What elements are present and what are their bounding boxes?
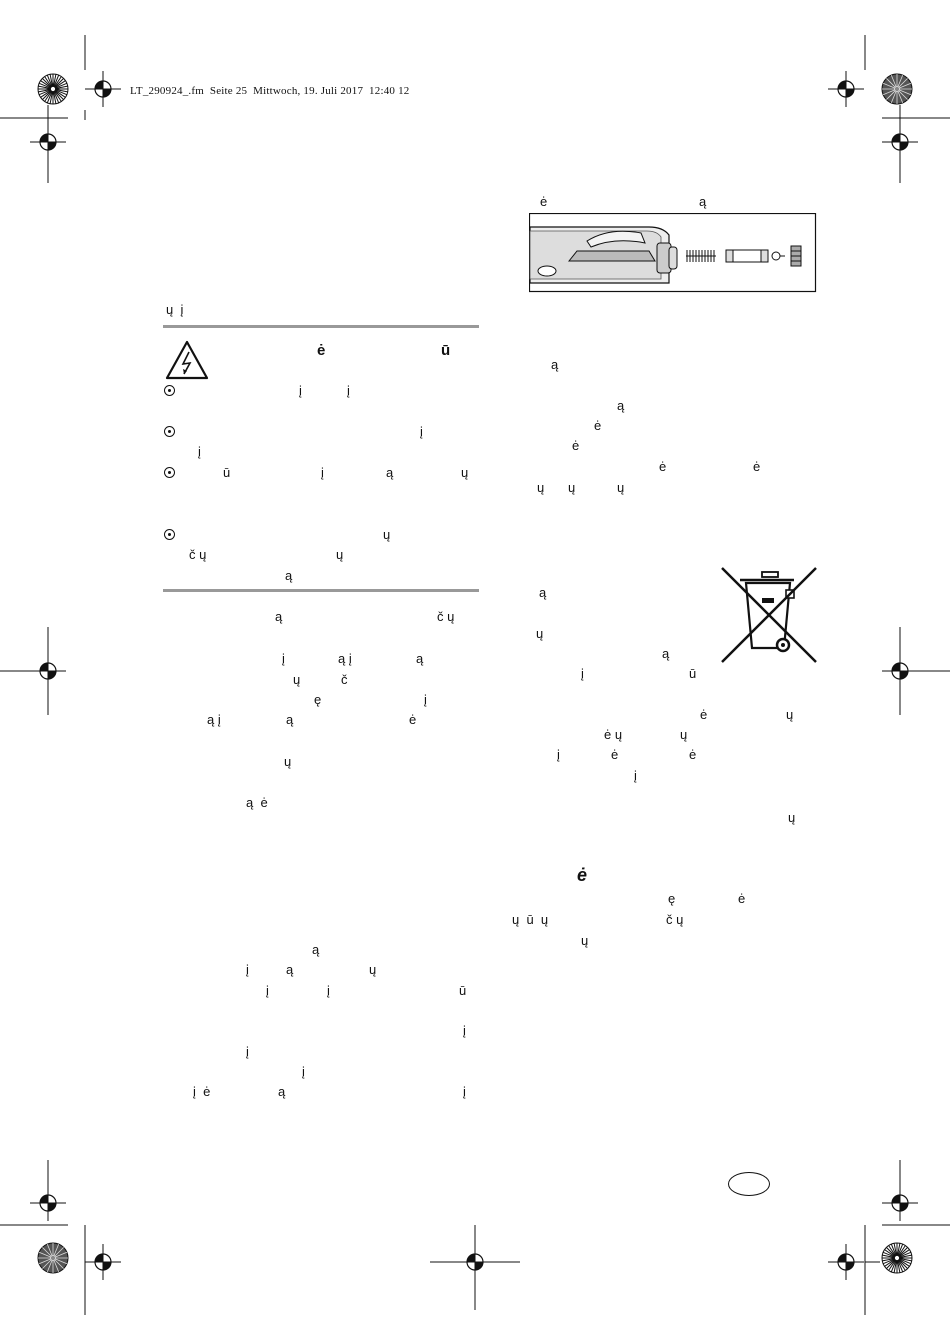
warning-heading-char: ė <box>317 342 326 359</box>
text-fragment: ų <box>788 810 796 825</box>
text-fragment: ų <box>680 727 688 742</box>
text-fragment: į <box>463 1023 466 1038</box>
text-fragment: ų ū ų <box>512 912 549 927</box>
text-fragment: ę <box>314 692 322 707</box>
text-fragment: ų <box>383 527 391 542</box>
text-fragment: ą <box>551 357 559 372</box>
text-fragment: ą <box>662 646 670 661</box>
text-fragment: č <box>341 672 348 687</box>
text-fragment: į <box>246 1044 249 1059</box>
bullet-icon <box>164 467 175 478</box>
text-fragment: į <box>424 692 427 707</box>
text-fragment: ų <box>537 480 545 495</box>
text-fragment: ą <box>312 942 320 957</box>
text-fragment: į <box>463 1084 466 1099</box>
text-fragment: ą <box>386 465 394 480</box>
text-fragment: į <box>327 983 330 998</box>
text-fragment: ė <box>594 418 602 433</box>
text-fragment: ę <box>668 891 676 906</box>
text-fragment: į <box>246 962 249 977</box>
text-fragment: į ė <box>193 1084 211 1099</box>
text-fragment: ą <box>539 585 547 600</box>
text-fragment: ė <box>753 459 761 474</box>
text-fragment: į <box>557 747 560 762</box>
text-fragment: ė <box>738 891 746 906</box>
text-fragment: ė <box>700 707 708 722</box>
electric-hazard-warning-icon <box>165 340 209 380</box>
text-fragment: ą <box>416 651 424 666</box>
figure-caption-char: ą <box>699 194 707 209</box>
text-fragment: ų <box>284 754 292 769</box>
warning-box-bottom-rule <box>163 589 479 592</box>
text-fragment: ą į <box>207 712 221 727</box>
text-fragment: ų <box>568 480 576 495</box>
text-fragment: į <box>282 651 285 666</box>
text-fragment: ė ų <box>604 727 623 742</box>
text-fragment: į <box>347 383 350 398</box>
text-fragment: į <box>581 666 584 681</box>
text-fragment: ū <box>689 666 697 681</box>
text-fragment: į <box>634 768 637 783</box>
warning-heading-char: ū <box>441 342 451 359</box>
warning-box-top-rule <box>163 325 479 328</box>
text-fragment: ų <box>336 547 344 562</box>
text-fragment: č ų <box>189 547 207 562</box>
country-code-oval <box>728 1172 770 1196</box>
crossed-out-bin-icon <box>720 566 818 666</box>
text-fragment: č ų <box>437 609 455 624</box>
text-fragment: ė <box>572 438 580 453</box>
text-fragment: ą <box>286 712 294 727</box>
text-fragment: ų <box>369 962 377 977</box>
text-fragment: į <box>266 983 269 998</box>
text-fragment: ų <box>536 626 544 641</box>
text-fragment: ų <box>461 465 469 480</box>
file-info-header: LT_290924_.fm Seite 25 Mittwoch, 19. Juli 2017 12:40 12 <box>130 85 410 97</box>
figure-caption-char: ė <box>540 194 548 209</box>
text-fragment: č ų <box>666 912 684 927</box>
text-fragment: į <box>198 444 201 459</box>
text-fragment: ą <box>278 1084 286 1099</box>
bullet-icon <box>164 385 175 396</box>
text-fragment: ą <box>286 962 294 977</box>
text-fragment: ė <box>611 747 619 762</box>
text-fragment: į <box>299 383 302 398</box>
text-fragment: ė <box>689 747 697 762</box>
text-fragment: į <box>302 1064 305 1079</box>
text-fragment: ė <box>409 712 417 727</box>
bullet-icon <box>164 529 175 540</box>
text-fragment: ą į <box>338 651 352 666</box>
text-fragment: ų <box>581 933 589 948</box>
text-fragment: ą ė <box>246 795 268 810</box>
text-fragment: ė <box>659 459 667 474</box>
text-fragment: ą <box>617 398 625 413</box>
text-fragment: ą <box>285 568 293 583</box>
text-fragment: ų <box>786 707 794 722</box>
fuse-replacement-illustration <box>529 213 817 293</box>
text-fragment: į <box>321 465 324 480</box>
text-fragment: ū <box>459 983 467 998</box>
section-heading-char: ė <box>577 865 588 885</box>
section-heading: ų į <box>166 302 184 317</box>
text-fragment: ų <box>293 672 301 687</box>
text-fragment: į <box>420 424 423 439</box>
bullet-icon <box>164 426 175 437</box>
text-fragment: ū <box>223 465 231 480</box>
text-fragment: ų <box>617 480 625 495</box>
text-fragment: ą <box>275 609 283 624</box>
